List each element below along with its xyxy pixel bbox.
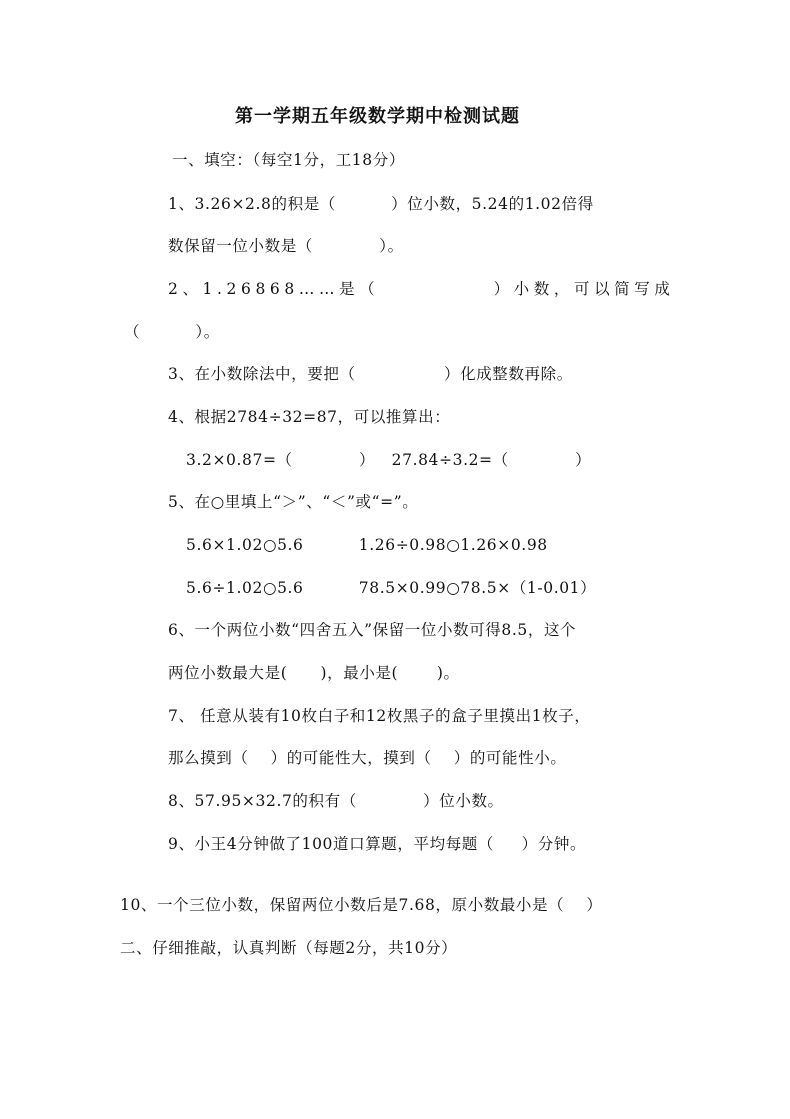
question-8: 8、57.95×32.7的积有（ ）位小数。 <box>168 792 504 810</box>
question-9: 9、小王4分钟做了100道口算题，平均每题（ ）分钟。 <box>168 835 587 853</box>
question-6-line-2: 两位小数最大是( )，最小是( )。 <box>168 664 460 682</box>
section-1-heading: 一、填空：（每空1分，工18分） <box>172 151 405 169</box>
question-5-row-1: 5.6×1.02○5.6 1.26÷0.98○1.26×0.98 <box>186 536 548 554</box>
question-5-row-2: 5.6÷1.02○5.6 78.5×0.99○78.5×（1-0.01） <box>186 579 597 597</box>
question-1-line-2: 数保留一位小数是（ ）。 <box>168 237 404 255</box>
question-6-line-1: 6、一个两位小数“四舍五入”保留一位小数可得8.5，这个 <box>168 621 577 639</box>
question-7-line-2: 那么摸到（ ）的可能性大，摸到（ ）的可能性小。 <box>168 749 567 767</box>
question-2-line-2: （ ）。 <box>124 323 220 341</box>
question-3: 3、在小数除法中，要把（ ）化成整数再除。 <box>168 365 573 383</box>
section-2-heading: 二、仔细推敲，认真判断（每题2分，共10分） <box>120 939 458 957</box>
question-4-items: 3.2×0.87=（ ） 27.84÷3.2=（ ） <box>186 451 592 469</box>
question-1-line-1: 1、3.26×2.8的积是（ ）位小数，5.24的1.02倍得 <box>168 195 594 213</box>
question-10: 10、一个三位小数，保留两位小数后是7.68，原小数最小是（ ） <box>120 896 603 914</box>
question-2-line-1: 2、1.26868……是（ ）小数，可以简写成 <box>168 280 675 298</box>
page-title: 第一学期五年级数学期中检测试题 <box>235 106 520 127</box>
question-4: 4、根据2784÷32=87，可以推算出： <box>168 408 451 426</box>
question-5: 5、在○里填上“＞”、“＜”或“=”。 <box>168 493 419 511</box>
question-7-line-1: 7、 任意从装有10枚白子和12枚黑子的盒子里摸出1枚子， <box>168 707 591 725</box>
